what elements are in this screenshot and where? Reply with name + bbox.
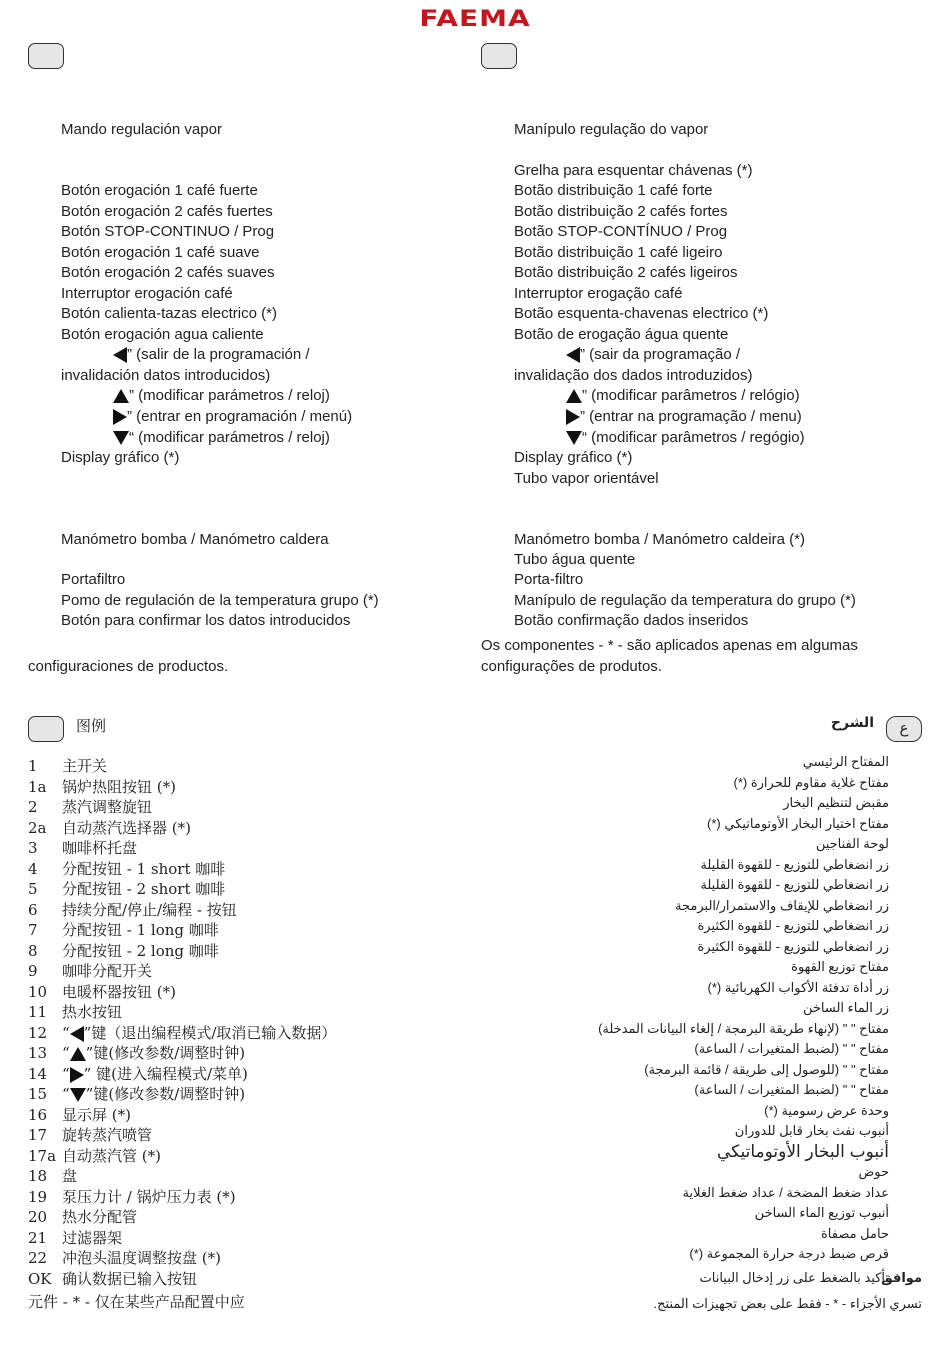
- item-number: 2: [28, 798, 38, 816]
- list-item: [28, 920, 448, 940]
- item-label: 自动蒸汽选择器 (*): [62, 818, 191, 837]
- list-item: حامل مصفاة: [820, 1225, 889, 1241]
- list-item: مفتاح " " (لضبط المتغيرات / الساعة): [694, 1082, 889, 1097]
- es-manometer: Manómetro bomba / Manómetro caldera: [61, 531, 329, 548]
- es-prog-left: ” (salir de la programación /: [113, 345, 310, 365]
- list-item: [28, 1002, 448, 1022]
- es-portafilter: Portafiltro: [61, 571, 126, 588]
- es-line: Botón STOP-CONTINUO / Prog: [61, 223, 275, 240]
- pt-line: Botão distribuição 1 café forte: [514, 182, 713, 199]
- zh-title: 图例: [76, 717, 107, 735]
- pt-line: Botão distribuição 1 café ligeiro: [514, 244, 723, 261]
- es-line: Botón erogación 2 cafés fuertes: [61, 203, 273, 220]
- list-item: مفتاح غلاية مقاوم للحرارة (*): [733, 774, 889, 790]
- item-number: 18: [28, 1167, 48, 1185]
- es-line: Botón erogación agua caliente: [61, 326, 264, 343]
- list-item: أنبوب توزيع الماء الساخن: [754, 1205, 889, 1220]
- es-display: Display gráfico (*): [61, 449, 180, 466]
- pt-manometer: Manómetro bomba / Manómetro caldeira (*): [514, 531, 805, 548]
- item-label: 分配按钮 - 1 short 咖啡: [62, 859, 226, 878]
- list-item: [28, 1064, 448, 1084]
- item-label: 过滤器架: [62, 1228, 123, 1247]
- section-badge-zh: [28, 716, 64, 742]
- item-label: 咖啡杯托盘: [62, 839, 138, 857]
- ar-ok-text: تأكيد بالضغط على زر إدخال البيانات: [699, 1270, 889, 1285]
- item-number: 19: [28, 1187, 48, 1206]
- item-label: 锅炉热阻按钮 (*): [62, 777, 176, 796]
- item-label: 确认数据已输入按钮: [62, 1269, 198, 1288]
- list-item: [28, 1228, 448, 1248]
- es-confirm: Botón para confirmar los datos introducidos: [61, 612, 351, 629]
- item-number: 6: [28, 900, 38, 919]
- item-number: 3: [28, 839, 38, 857]
- list-item: [28, 797, 448, 817]
- es-line: Mando regulación vapor: [61, 121, 222, 138]
- pt-prog-right: ” (entrar na programação / menu): [566, 407, 802, 427]
- list-item: زر انضغاطي للتوزيع - للقهوة القليلة: [700, 856, 889, 872]
- item-label: 热水分配管: [62, 1208, 138, 1226]
- item-number: 1: [28, 757, 38, 775]
- item-number: 10: [28, 982, 48, 1001]
- list-item: زر أداة تدفئة الأكواب الكهربائية (*): [707, 979, 889, 995]
- item-label: “ ”键(修改参数/调整时钟): [62, 1085, 246, 1103]
- right-arrow-icon: [70, 1067, 84, 1083]
- pt-prog-left: ” (sair da programação /: [566, 345, 740, 365]
- es-line: Botón erogación 1 café suave: [61, 244, 260, 261]
- item-number: 9: [28, 962, 38, 980]
- list-item: مقبض لتنظيم البخار: [783, 795, 889, 810]
- list-item: زر الماء الساخن: [802, 1000, 889, 1015]
- list-item: زر انضغاطي للتوزيع - للقهوة الكثيرة: [697, 938, 889, 954]
- pt-confirm: Botão confirmação dados inseridos: [514, 612, 749, 629]
- es-prog-right: ” (entrar en programación / menú): [113, 407, 352, 427]
- ar-title: الشرح: [830, 714, 874, 730]
- list-item: [28, 777, 448, 797]
- left-arrow-icon: [113, 347, 127, 363]
- list-item: [28, 1248, 448, 1268]
- list-item: [28, 1269, 448, 1289]
- zh-footnote: 元件 - * - 仅在某些产品配置中应: [28, 1293, 245, 1311]
- left-arrow-icon: [566, 347, 580, 363]
- down-arrow-icon: [566, 431, 582, 445]
- es-temp: Pomo de regulación de la temperatura grupo (*): [61, 592, 379, 609]
- pt-temp: Manípulo de regulação da temperatura do grupo (*): [514, 592, 856, 609]
- pt-footnote-1: Os componentes - * - são aplicados apenas em algumas: [481, 637, 858, 654]
- item-number: 20: [28, 1208, 48, 1226]
- pt-line: Botão distribuição 2 cafés fortes: [514, 203, 728, 220]
- list-item: مفتاح توزيع القهوة: [791, 959, 889, 974]
- legend-zh: [28, 756, 448, 1288]
- item-label: “ ” 键(进入编程模式/菜单): [62, 1064, 248, 1083]
- list-item: قرص ضبط درجة حرارة المجموعة (*): [689, 1246, 889, 1261]
- faema-logo: FAEMA: [419, 5, 531, 32]
- pt-prog-left-cont: invalidação dos dados introduzidos): [514, 367, 753, 384]
- pt-line: Interruptor erogação café: [514, 285, 683, 302]
- item-label: 咖啡分配开关: [62, 962, 153, 980]
- item-label: “ ”键（退出编程模式/取消已输入数据）: [62, 1023, 337, 1042]
- es-line: Botón erogación 1 café fuerte: [61, 182, 258, 199]
- item-label: 自动蒸汽管 (*): [62, 1146, 161, 1165]
- right-arrow-icon: [566, 409, 580, 425]
- es-prog-left-cont: invalidación datos introducidos): [61, 367, 271, 384]
- list-item: مفتاح " " (لضبط المتغيرات / الساعة): [694, 1041, 889, 1056]
- list-item: [28, 859, 448, 879]
- list-item: [28, 961, 448, 981]
- pt-hot-water: Tubo água quente: [514, 551, 636, 568]
- list-item: [28, 1146, 448, 1166]
- list-item: [28, 941, 448, 961]
- item-label: 冲泡头温度调整按盘 (*): [62, 1249, 221, 1267]
- down-arrow-icon: [113, 431, 129, 445]
- item-number: 13: [28, 1044, 48, 1062]
- pt-line: Botão de erogação água quente: [514, 326, 729, 343]
- list-item: [28, 1187, 448, 1207]
- item-number: 16: [28, 1105, 48, 1124]
- item-number: 17: [28, 1126, 48, 1144]
- es-footnote: configuraciones de productos.: [28, 658, 229, 675]
- list-item: مفتاح اختيار البخار الأوتوماتيكي (*): [707, 815, 889, 831]
- list-item: [28, 900, 448, 920]
- legend-ar: [489, 752, 889, 1272]
- es-prog-down: “ (modificar parámetros / reloj): [113, 428, 330, 448]
- item-number: 7: [28, 921, 38, 939]
- list-item: [28, 1105, 448, 1125]
- section-badge-pt: [481, 43, 517, 69]
- ar-ok-label: موافق: [881, 1270, 922, 1285]
- item-label: 持续分配/停止/编程 - 按钮: [62, 900, 237, 919]
- list-item: مفتاح " " (لإنهاء طريقة البرمجة / إلغاء البيانات المدخلة): [598, 1020, 889, 1036]
- item-number: 15: [28, 1085, 48, 1103]
- up-arrow-icon: [566, 389, 582, 403]
- list-item: أنبوب نفث بخار قابل للدوران: [734, 1123, 889, 1138]
- item-label: “ ”键(修改参数/调整时钟): [62, 1044, 246, 1062]
- pt-line: Manípulo regulação do vapor: [514, 121, 709, 138]
- list-item: زر انضغاطي للتوزيع - للقهوة القليلة: [700, 877, 889, 892]
- pt-prog-up: ” (modificar parâmetros / relógio): [566, 386, 800, 406]
- list-item: المفتاح الرئيسي: [802, 754, 889, 769]
- list-item: حوض: [858, 1164, 889, 1179]
- item-label: 分配按钮 - 1 long 咖啡: [62, 921, 219, 939]
- list-item: وحدة عرض رسومية (*): [764, 1102, 889, 1118]
- pt-display: Display gráfico (*): [514, 449, 633, 466]
- item-number: 21: [28, 1228, 48, 1247]
- list-item: عداد ضغط المضخة / عداد ضغط الغلاية: [682, 1184, 889, 1200]
- item-number: 12: [28, 1023, 48, 1042]
- right-arrow-icon: [113, 409, 127, 425]
- pt-steam-tube: Tubo vapor orientável: [514, 470, 659, 487]
- pt-line: Botão esquenta-chavenas electrico (*): [514, 305, 769, 322]
- list-item: أنبوب البخار الأوتوماتيكي: [716, 1141, 889, 1161]
- list-item: [28, 1084, 448, 1104]
- item-label: 电暖杯器按钮 (*): [62, 982, 176, 1001]
- list-item: مفتاح " " (للوصول إلى طريقة / قائمة البرمجة): [644, 1061, 889, 1077]
- pt-line: Botão STOP-CONTÍNUO / Prog: [514, 223, 728, 240]
- pt-prog-down: “ (modificar parâmetros / regógio): [566, 428, 805, 448]
- item-label: 分配按钮 - 2 short 咖啡: [62, 880, 226, 898]
- item-number: 4: [28, 859, 38, 878]
- left-arrow-icon: [70, 1026, 84, 1042]
- list-item: [28, 1023, 448, 1043]
- pt-footnote-2: configurações de produtos.: [481, 658, 662, 675]
- section-badge-ar: ع: [886, 716, 922, 742]
- list-item: [28, 818, 448, 838]
- ar-footnote: تسري الأجزاء - * - فقط على بعض تجهيزات المنتج.: [653, 1296, 922, 1311]
- pt-line: Botão distribuição 2 cafés ligeiros: [514, 264, 738, 281]
- item-label: 泵压力计 / 锅炉压力表 (*): [62, 1187, 236, 1206]
- es-line: Botón erogación 2 cafés suaves: [61, 264, 275, 281]
- item-label: 蒸汽调整旋钮: [62, 798, 153, 816]
- es-prog-up: ” (modificar parámetros / reloj): [113, 386, 330, 406]
- item-number: 5: [28, 880, 38, 898]
- list-item: زر انضغاطي للتوزيع - للقهوة الكثيرة: [697, 918, 889, 933]
- item-label: 盘: [62, 1167, 78, 1185]
- item-number: 11: [28, 1003, 48, 1021]
- item-label: 显示屏 (*): [62, 1105, 131, 1124]
- item-number: 14: [28, 1064, 48, 1083]
- up-arrow-icon: [70, 1047, 86, 1061]
- item-label: 主开关: [62, 757, 108, 775]
- list-item: لوحة الفناجين: [815, 836, 889, 851]
- pt-line: Grelha para esquentar chávenas (*): [514, 162, 753, 179]
- list-item: [28, 1166, 448, 1186]
- list-item: [28, 879, 448, 899]
- list-item: [28, 756, 448, 776]
- list-item: [28, 982, 448, 1002]
- list-item: [28, 1043, 448, 1063]
- item-number: 8: [28, 941, 38, 960]
- item-label: 热水按钮: [62, 1003, 123, 1021]
- down-arrow-icon: [70, 1088, 86, 1102]
- item-number: 2a: [28, 818, 47, 837]
- list-item: [28, 1125, 448, 1145]
- es-line: Botón calienta-tazas electrico (*): [61, 305, 277, 322]
- item-number: OK: [28, 1269, 52, 1288]
- up-arrow-icon: [113, 389, 129, 403]
- item-label: 分配按钮 - 2 long 咖啡: [62, 941, 219, 960]
- item-number: 22: [28, 1249, 48, 1267]
- item-label: 旋转蒸汽喷管: [62, 1126, 153, 1144]
- list-item: [28, 838, 448, 858]
- es-line: Interruptor erogación café: [61, 285, 233, 302]
- legend-es: [61, 0, 471, 700]
- list-item: زر انضغاطي للإيقاف والاستمرار/البرمجة: [675, 897, 889, 913]
- pt-portafilter: Porta-filtro: [514, 571, 584, 588]
- item-number: 1a: [28, 777, 47, 796]
- section-badge-es: [28, 43, 64, 69]
- list-item: [28, 1207, 448, 1227]
- item-number: 17a: [28, 1146, 57, 1165]
- legend-pt: [514, 0, 934, 700]
